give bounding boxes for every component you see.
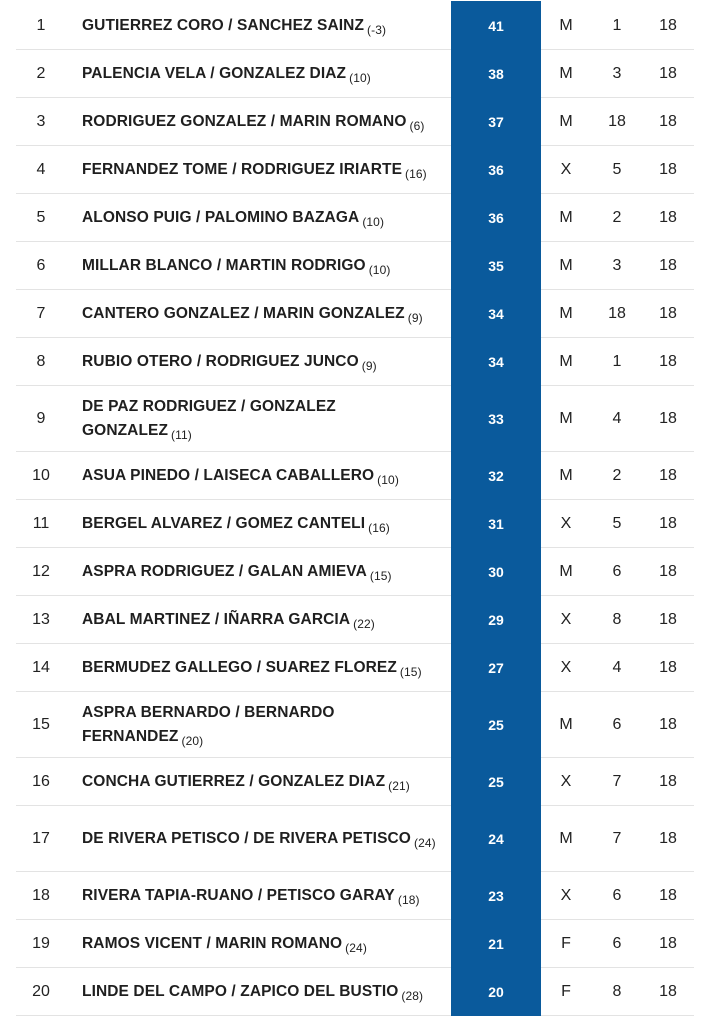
team-name-cell[interactable] [82,512,442,536]
team-name-cell[interactable] [82,254,442,278]
handicap: (24) [345,940,367,955]
category-cell: M [559,304,573,322]
score-cell: 33 [451,385,541,452]
handicap: (-3) [367,22,387,37]
handicap: (11) [171,427,192,442]
category-cell: M [559,208,573,226]
team-name-cell[interactable] [82,560,442,584]
holes-cell: 18 [659,562,677,580]
category-cell: X [560,886,572,904]
table-row[interactable] [16,758,694,806]
holes-cell: 18 [659,658,677,676]
holes-cell: 18 [659,886,677,904]
team-name-cell[interactable] [82,656,442,680]
team-name-cell[interactable] [82,158,442,182]
score-cell: 35 [451,241,541,290]
handicap: (18) [397,892,420,907]
score-cell: 36 [451,145,541,194]
position-cell: 4 [36,160,46,178]
holes-cell: 18 [659,352,677,370]
thru-cell: 2 [612,208,622,226]
team-name: BERGEL ALVAREZ / GOMEZ CANTELI [82,514,366,532]
thru-cell: 7 [612,829,622,847]
category-cell: F [561,934,571,952]
team-name-cell[interactable] [82,827,442,851]
team-name: RUBIO OTERO / RODRIGUEZ JUNCO [82,352,359,370]
handicap: (21) [388,778,410,793]
score-cell: 25 [451,691,541,758]
holes-cell: 18 [659,208,677,226]
category-cell: M [559,352,573,370]
position-cell: 10 [32,466,50,484]
thru-cell: 5 [612,514,622,532]
team-name-cell[interactable] [82,608,442,632]
category-cell: M [559,256,573,274]
score-cell: 32 [451,451,541,500]
thru-cell: 5 [612,160,622,178]
table-row[interactable] [16,452,694,500]
team-name-cell[interactable] [82,62,442,86]
score-cell: 25 [451,757,541,806]
team-name: CANTERO GONZALEZ / MARIN GONZALEZ [82,304,405,322]
position-cell: 2 [36,64,46,82]
thru-cell: 3 [612,64,622,82]
score-cell: 21 [451,919,541,968]
holes-cell: 18 [659,829,677,847]
team-name: RODRIGUEZ GONZALEZ / MARIN ROMANO [82,112,407,130]
team-name-cell[interactable] [82,980,442,1004]
score-cell: 27 [451,643,541,692]
thru-cell: 2 [612,466,622,484]
team-name: ALONSO PUIG / PALOMINO BAZAGA [82,208,360,226]
score-cell: 31 [451,499,541,548]
handicap: (10) [377,472,399,487]
holes-cell: 18 [659,64,677,82]
category-cell: M [559,562,573,580]
position-cell: 17 [32,829,50,847]
holes-cell: 18 [659,16,677,34]
handicap: (9) [361,358,377,373]
team-name-cell[interactable] [82,701,442,749]
position-cell: 11 [32,514,50,532]
position-cell: 5 [36,208,46,226]
category-cell: M [559,112,573,130]
position-cell: 12 [32,562,50,580]
table-row[interactable] [16,806,694,872]
team-name: CONCHA GUTIERREZ / GONZALEZ DIAZ [82,772,386,790]
table-row[interactable] [16,386,694,452]
table-row[interactable] [16,548,694,596]
category-cell: X [560,772,572,790]
position-cell: 8 [36,352,46,370]
category-cell: M [559,715,573,733]
team-name: MILLAR BLANCO / MARTIN RODRIGO [82,256,366,274]
team-name-cell[interactable] [82,302,442,326]
thru-cell: 1 [612,352,622,370]
score-cell: 23 [451,871,541,920]
holes-cell: 18 [659,304,677,322]
team-name-cell[interactable] [82,206,442,230]
handicap: (15) [369,568,392,583]
score-cell: 36 [451,193,541,242]
handicap: (10) [349,70,371,85]
team-name: FERNANDEZ TOME / RODRIGUEZ IRIARTE [82,160,403,178]
position-cell: 18 [32,886,50,904]
position-cell: 7 [36,304,46,322]
score-cell: 37 [451,97,541,146]
handicap: (24) [413,835,436,850]
table-row[interactable] [16,968,694,1016]
team-name: RIVERA TAPIA-RUANO / PETISCO GARAY [82,886,395,904]
holes-cell: 18 [659,409,677,427]
handicap: (9) [407,310,423,325]
team-name: GUTIERREZ CORO / SANCHEZ SAINZ [82,16,365,34]
thru-cell: 6 [612,715,622,733]
score-cell: 41 [451,1,541,50]
position-cell: 6 [36,256,46,274]
table-row[interactable] [16,290,694,338]
team-name: PALENCIA VELA / GONZALEZ DIAZ [82,64,347,82]
handicap: (28) [401,988,424,1003]
score-cell: 34 [451,337,541,386]
team-name: RAMOS VICENT / MARIN ROMANO [82,934,343,952]
position-cell: 15 [32,715,50,733]
handicap: (15) [399,664,422,679]
position-cell: 9 [36,409,46,427]
table-row[interactable] [16,920,694,968]
position-cell: 1 [36,16,46,34]
holes-cell: 18 [659,715,677,733]
table-row[interactable] [16,98,694,146]
score-cell: 34 [451,289,541,338]
score-cell: 24 [451,805,541,872]
thru-cell: 7 [612,772,622,790]
holes-cell: 18 [659,160,677,178]
holes-cell: 18 [659,112,677,130]
thru-cell: 6 [612,886,622,904]
position-cell: 19 [32,934,50,952]
holes-cell: 18 [659,934,677,952]
category-cell: F [561,982,571,1000]
handicap: (10) [368,262,391,277]
thru-cell: 18 [608,304,626,322]
team-name: ABAL MARTINEZ / IÑARRA GARCIA [82,610,351,628]
score-cell: 30 [451,547,541,596]
team-name-cell[interactable] [82,464,442,488]
holes-cell: 18 [659,610,677,628]
category-cell: M [559,64,573,82]
handicap: (20) [181,733,204,748]
table-row[interactable] [16,872,694,920]
table-row[interactable] [16,692,694,758]
category-cell: M [559,16,573,34]
category-cell: X [560,610,572,628]
handicap: (16) [368,520,390,535]
table-row[interactable] [16,50,694,98]
handicap: (6) [409,118,425,133]
holes-cell: 18 [659,772,677,790]
team-name-cell[interactable] [82,350,442,374]
score-cell: 20 [451,967,541,1016]
thru-cell: 4 [612,409,622,427]
category-cell: X [560,658,572,676]
thru-cell: 8 [612,610,622,628]
category-cell: M [559,829,573,847]
thru-cell: 1 [612,16,622,34]
category-cell: X [560,160,572,178]
handicap: (10) [362,214,385,229]
team-name: DE RIVERA PETISCO / DE RIVERA PETISCO [82,829,411,847]
team-name: ASPRA RODRIGUEZ / GALAN AMIEVA [82,562,367,580]
thru-cell: 6 [612,934,622,952]
team-name-cell[interactable] [82,884,442,908]
team-name-cell[interactable] [82,110,442,134]
team-name: DE PAZ RODRIGUEZ / GONZALEZ GONZALEZ [82,397,336,439]
holes-cell: 18 [659,514,677,532]
score-cell: 38 [451,49,541,98]
team-name-cell[interactable] [82,14,442,38]
table-row[interactable] [16,338,694,386]
team-name: ASPRA BERNARDO / BERNARDO FERNANDEZ [82,703,335,745]
leaderboard-table [16,0,694,1016]
team-name-cell[interactable] [82,932,442,956]
thru-cell: 18 [608,112,626,130]
table-row[interactable] [16,596,694,644]
table-row[interactable] [16,146,694,194]
position-cell: 16 [32,772,50,790]
table-row[interactable] [16,242,694,290]
table-row[interactable] [16,644,694,692]
score-cell: 29 [451,595,541,644]
position-cell: 20 [32,982,50,1000]
thru-cell: 6 [612,562,622,580]
holes-cell: 18 [659,256,677,274]
table-row[interactable] [16,2,694,50]
holes-cell: 18 [659,982,677,1000]
team-name: ASUA PINEDO / LAISECA CABALLERO [82,466,375,484]
table-row[interactable] [16,194,694,242]
handicap: (16) [405,166,427,181]
thru-cell: 8 [612,982,622,1000]
position-cell: 13 [32,610,50,628]
team-name: LINDE DEL CAMPO / ZAPICO DEL BUSTIO [82,982,399,1000]
category-cell: M [559,466,573,484]
position-cell: 3 [36,112,46,130]
table-row[interactable] [16,500,694,548]
category-cell: M [559,409,573,427]
team-name-cell[interactable] [82,770,442,794]
handicap: (22) [353,616,375,631]
position-cell: 14 [32,658,50,676]
category-cell: X [560,514,572,532]
thru-cell: 4 [612,658,622,676]
thru-cell: 3 [612,256,622,274]
team-name: BERMUDEZ GALLEGO / SUAREZ FLOREZ [82,658,397,676]
team-name-cell[interactable] [82,395,442,443]
holes-cell: 18 [659,466,677,484]
